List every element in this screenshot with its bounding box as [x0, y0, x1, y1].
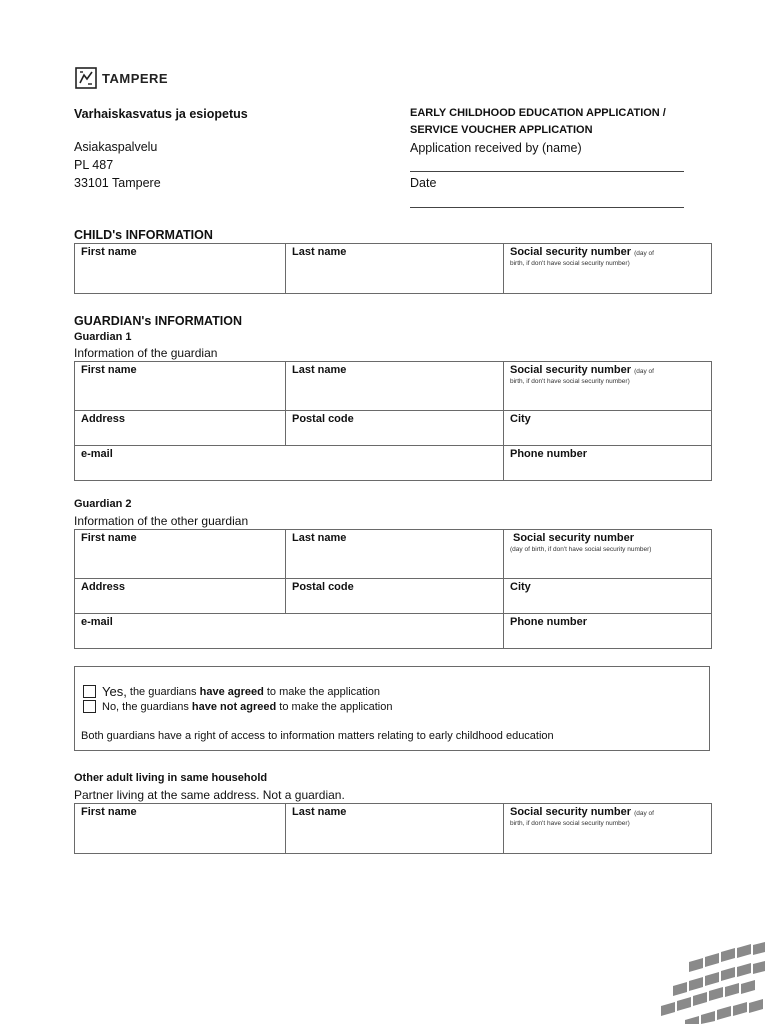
oa-ssn-cell[interactable] [504, 804, 712, 854]
agree-yes-word: Yes, [102, 684, 127, 699]
g2-phone-cell[interactable] [504, 614, 712, 649]
g2-ssn-label: Social security number [513, 532, 635, 544]
g2-phone-label: Phone number [510, 616, 588, 628]
child-last-name-cell[interactable] [286, 244, 504, 294]
sender-unit: Varhaiskasvatus ja esiopetus [74, 107, 248, 121]
agree-yes-pre: the guardians [126, 685, 200, 698]
g1-city-label: City [510, 413, 531, 425]
other-adult-subtitle: Partner living at the same address. Not a guardian. [74, 788, 345, 802]
agree-no-bold: have not agreed [191, 700, 277, 713]
oa-ssn-hint-a: (day of [634, 810, 654, 817]
g1-first-name-label: First name [81, 364, 137, 376]
oa-first-name-cell[interactable] [75, 804, 286, 854]
agree-no-checkbox[interactable] [83, 700, 96, 713]
access-rights-note: Both guardians have a right of access to information matters relating to early childhood education [81, 730, 554, 742]
decorative-wave-pattern [655, 940, 767, 1024]
sender-line-1: Asiakaspalvelu [74, 140, 158, 154]
g1-first-name-cell[interactable] [75, 362, 286, 411]
g2-last-name-label: Last name [292, 532, 347, 544]
tampere-crest-icon [74, 66, 98, 90]
tampere-logo [74, 66, 168, 90]
guardian-1-subtitle: Information of the guardian [74, 346, 218, 360]
g2-postal-code-cell[interactable] [286, 579, 504, 614]
agree-yes-checkbox[interactable] [83, 685, 96, 698]
g1-email-label: e-mail [81, 448, 113, 460]
g1-address-label: Address [81, 413, 126, 425]
g2-city-label: City [510, 581, 531, 593]
oa-last-name-cell[interactable] [286, 804, 504, 854]
g2-postal-code-label: Postal code [292, 581, 354, 593]
g1-postal-code-label: Postal code [292, 413, 354, 425]
guardian-1-title: Guardian 1 [74, 331, 132, 343]
agree-no-post: to make the application [276, 700, 393, 713]
guardian-2-table [74, 529, 712, 649]
child-ssn-cell[interactable] [504, 244, 712, 294]
g2-ssn-hint: (day of birth, if don't have social security number) [510, 546, 652, 553]
guardian-info-heading: GUARDIAN's INFORMATION [74, 314, 243, 328]
g2-email-cell[interactable] [75, 614, 504, 649]
g1-postal-code-cell[interactable] [286, 411, 504, 446]
g1-last-name-cell[interactable] [286, 362, 504, 411]
g2-ssn-cell[interactable] [504, 530, 712, 579]
g2-address-label: Address [81, 581, 126, 593]
received-by-field[interactable] [410, 171, 684, 172]
g1-email-cell[interactable] [75, 446, 504, 481]
agreement-box [74, 666, 710, 751]
agree-yes-row [83, 684, 380, 699]
g1-phone-cell[interactable] [504, 446, 712, 481]
g1-ssn-cell[interactable] [504, 362, 712, 411]
g2-email-label: e-mail [81, 616, 113, 628]
oa-ssn-hint-b: birth, if don't have social security number) [510, 820, 630, 827]
g1-last-name-label: Last name [292, 364, 347, 376]
agree-no-pre: No, the guardians [102, 700, 192, 713]
g1-ssn-label: Social security number [510, 364, 632, 376]
g2-first-name-label: First name [81, 532, 137, 544]
logo-text: TAMPERE [102, 70, 169, 86]
agree-no-row [83, 700, 392, 713]
child-info-heading: CHILD's INFORMATION [74, 228, 213, 242]
child-info-table [74, 243, 712, 294]
child-first-name-cell[interactable] [75, 244, 286, 294]
received-by-label: Application received by (name) [410, 141, 582, 155]
guardian-1-table [74, 361, 712, 481]
oa-first-name-label: First name [81, 806, 137, 818]
sender-line-2: PL 487 [74, 158, 114, 172]
other-adult-table [74, 803, 712, 854]
guardian-2-title: Guardian 2 [74, 498, 132, 510]
sender-line-3: 33101 Tampere [74, 176, 161, 190]
application-title-line-1: EARLY CHILDHOOD EDUCATION APPLICATION / [410, 107, 666, 119]
child-ssn-label: Social security number [510, 246, 632, 258]
application-title-line-2: SERVICE VOUCHER APPLICATION [410, 124, 593, 136]
date-label: Date [410, 176, 437, 190]
oa-last-name-label: Last name [292, 806, 347, 818]
oa-ssn-label: Social security number [510, 806, 632, 818]
guardian-2-subtitle: Information of the other guardian [74, 514, 249, 528]
child-first-name-label: First name [81, 246, 137, 258]
child-last-name-label: Last name [292, 246, 347, 258]
date-field[interactable] [410, 207, 684, 208]
g1-address-cell[interactable] [75, 411, 286, 446]
g1-ssn-hint-b: birth, if don't have social security number) [510, 378, 630, 385]
g2-first-name-cell[interactable] [75, 530, 286, 579]
g2-city-cell[interactable] [504, 579, 712, 614]
g2-address-cell[interactable] [75, 579, 286, 614]
child-ssn-hint-b: birth, if don't have social security number) [510, 260, 630, 267]
agree-yes-bold: have agreed [199, 685, 264, 698]
g2-last-name-cell[interactable] [286, 530, 504, 579]
g1-phone-label: Phone number [510, 448, 588, 460]
agree-yes-post: to make the application [263, 685, 380, 698]
other-adult-heading: Other adult living in same household [74, 772, 268, 784]
child-ssn-hint-a: (day of [634, 250, 654, 257]
g1-city-cell[interactable] [504, 411, 712, 446]
g1-ssn-hint-a: (day of [634, 368, 654, 375]
